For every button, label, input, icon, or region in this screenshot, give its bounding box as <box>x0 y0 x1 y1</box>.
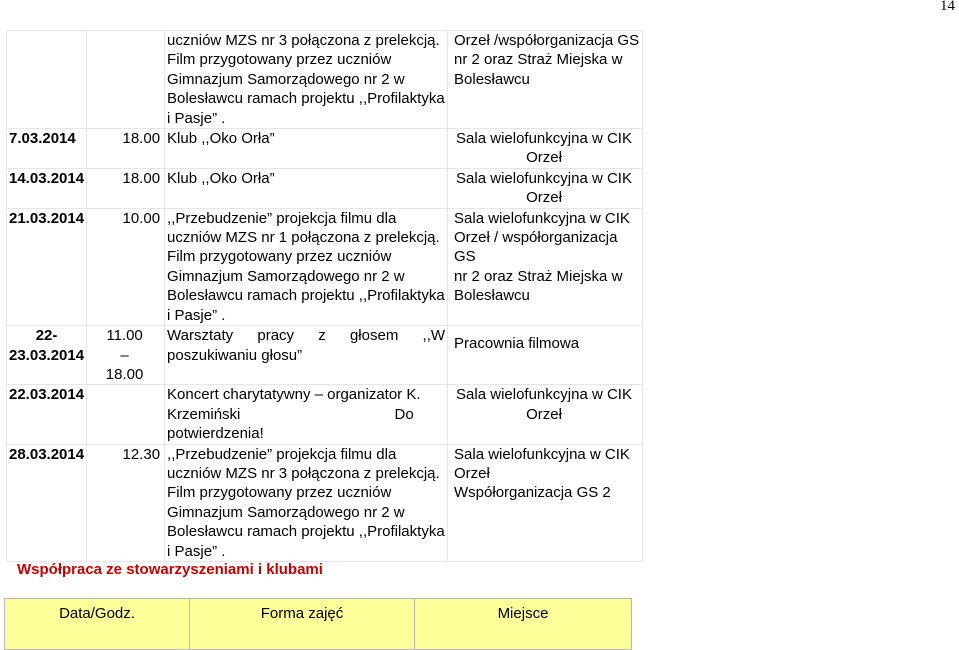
place-line: Sala wielofunkcyjna w CIK <box>454 209 630 227</box>
desc-line: Koncert charytatywny – organizator K. <box>167 386 421 404</box>
place-line: Orzeł <box>454 464 490 482</box>
place-cell <box>448 444 643 561</box>
place-cell <box>448 168 643 208</box>
description-cell <box>165 444 448 561</box>
place-cell <box>448 129 643 169</box>
place-cell <box>448 31 643 129</box>
desc-line: Krzemiński Do <box>167 405 414 423</box>
desc-line: Bolesławcu ramach projektu ,,Profilaktyka <box>167 523 445 541</box>
place-line: Orzeł / współorganizacja GS <box>454 229 618 266</box>
place-line: Sala wielofunkcyjna w CIK <box>456 130 632 148</box>
desc-line: Film przygotowany przez uczniów <box>167 484 392 502</box>
description-cell <box>165 129 448 169</box>
column-header-place: Miejsce <box>415 599 632 650</box>
table-row <box>7 208 643 325</box>
time-line: – <box>120 346 129 364</box>
time-cell <box>87 326 165 385</box>
place-cell <box>448 385 643 444</box>
desc-line: uczniów MZS nr 1 połączona z prelekcją. <box>167 229 440 247</box>
place-line: Sala wielofunkcyjna w CIK <box>456 169 632 187</box>
place-line: Orzeł <box>526 405 562 423</box>
time-cell <box>87 31 165 129</box>
desc-line: Gimnazjum Samorządowego nr 2 w <box>167 70 405 88</box>
time-cell: 10.00 <box>87 208 165 325</box>
place-cell <box>448 326 643 385</box>
page-number: 14 <box>940 0 955 14</box>
place-line: Pracownia filmowa <box>454 335 580 353</box>
place-line: nr 2 oraz Straż Miejska w <box>454 51 623 69</box>
desc-line: Bolesławcu ramach projektu ,,Profilaktyka <box>167 90 445 108</box>
table-row <box>7 31 643 129</box>
table-row <box>7 168 643 208</box>
time-line: 11.00 <box>106 327 143 345</box>
section-heading: Współpraca ze stowarzyszeniami i klubami <box>17 561 323 578</box>
description-cell <box>165 385 448 444</box>
desc-line: poszukiwaniu głosu” <box>167 346 303 364</box>
desc-line: Bolesławcu ramach projektu ,,Profilaktyka <box>167 287 445 305</box>
place-line: Współorganizacja GS 2 <box>454 484 611 502</box>
table-row <box>7 444 643 561</box>
description-cell <box>165 208 448 325</box>
place-cell <box>448 208 643 325</box>
table-row <box>7 326 643 385</box>
desc-line: Klub ,,Oko Orła” <box>167 169 275 187</box>
place-line: Sala wielofunkcyjna w CIK <box>456 386 632 404</box>
description-cell <box>165 326 448 385</box>
place-line: Orzeł <box>526 189 562 207</box>
time-cell <box>87 385 165 444</box>
desc-line: i Pasje” . <box>167 109 226 127</box>
desc-line: uczniów MZS nr 3 połączona z prelekcją. <box>167 464 440 482</box>
date-cell: 14.03.2014 <box>7 168 87 208</box>
column-header-form: Forma zajęć <box>190 599 415 650</box>
place-line: Sala wielofunkcyjna w CIK <box>454 445 630 463</box>
date-line: 23.03.2014 <box>9 346 85 364</box>
header-row <box>5 599 632 650</box>
table-row <box>7 129 643 169</box>
place-line: Bolesławcu <box>454 287 530 305</box>
date-cell: 22.03.2014 <box>7 385 87 444</box>
description-cell <box>165 31 448 129</box>
desc-line: Film przygotowany przez uczniów <box>167 51 392 69</box>
place-line: nr 2 oraz Straż Miejska w <box>454 267 623 285</box>
date-cell: 21.03.2014 <box>7 208 87 325</box>
time-cell: 12.30 <box>87 444 165 561</box>
desc-line: ,,Przebudzenie” projekcja filmu dla <box>167 445 397 463</box>
time-cell: 18.00 <box>87 129 165 169</box>
place-line: Bolesławcu <box>454 70 530 88</box>
time-cell: 18.00 <box>87 168 165 208</box>
table-row <box>7 385 643 444</box>
date-cell: 28.03.2014 <box>7 444 87 561</box>
desc-line: ,,Przebudzenie” projekcja filmu dla <box>167 209 397 227</box>
desc-line: Film przygotowany przez uczniów <box>167 248 392 266</box>
desc-line: Klub ,,Oko Orła” <box>167 130 275 148</box>
description-cell <box>165 168 448 208</box>
date-line: 22- <box>35 327 58 345</box>
place-line: Orzeł /współorganizacja GS <box>454 32 640 49</box>
date-cell <box>7 31 87 129</box>
place-line: Orzeł <box>526 149 562 167</box>
desc-line: Gimnazjum Samorządowego nr 2 w <box>167 267 405 285</box>
desc-line: i Pasje” . <box>167 542 226 560</box>
cooperation-table <box>4 598 632 650</box>
date-cell <box>7 326 87 385</box>
events-table <box>6 30 643 562</box>
desc-line: potwierdzenia! <box>167 425 264 443</box>
column-header-date: Data/Godz. <box>5 599 190 650</box>
desc-line: uczniów MZS nr 3 połączona z prelekcją. <box>167 32 440 49</box>
desc-line: i Pasje” . <box>167 306 226 324</box>
desc-line: Gimnazjum Samorządowego nr 2 w <box>167 503 405 521</box>
time-line: 18.00 <box>105 365 144 383</box>
desc-line: Warsztaty pracy z głosem ,,W <box>167 327 446 345</box>
date-cell: 7.03.2014 <box>7 129 87 169</box>
